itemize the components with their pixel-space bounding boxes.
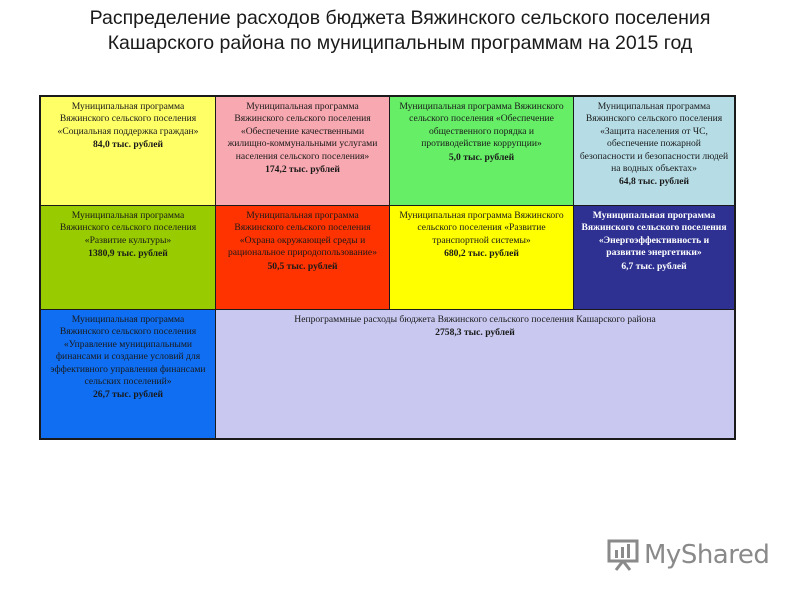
non-program-expenses-cell: [216, 310, 734, 438]
program-cell-energy-efficiency: [574, 206, 734, 309]
program-amount: 5,0 тыс. рублей: [448, 151, 515, 163]
program-name: Муниципальная программа Вяжинского сельского поселения «Социальная поддержка граждан»: [57, 101, 199, 137]
program-amount: 680,2 тыс. рублей: [444, 248, 519, 260]
program-amount: 2758,3 тыс. рублей: [435, 327, 515, 339]
budget-table: [39, 95, 736, 440]
program-name: Муниципальная программа Вяжинского сельского поселения «Защита населения от ЧС, обеспечение пожарной безопасности и безопасности людей на водных объектах»: [579, 101, 729, 175]
presentation-board-icon: [606, 538, 640, 572]
program-name: Непрограммные расходы бюджета Вяжинского сельского поселения Кашарского района: [294, 314, 656, 325]
program-cell-environment: [216, 206, 389, 309]
page-title: Распределение расходов бюджета Вяжинского сельского поселения Кашарского района по муниципальным программам на 2015 год: [89, 7, 711, 54]
logo-text: MyShared: [644, 540, 770, 570]
program-cell-public-order: [390, 97, 573, 205]
program-cell-culture: [41, 206, 215, 309]
program-cell-emergency-protection: [574, 97, 734, 205]
program-cell-housing-utilities: [216, 97, 389, 205]
program-name: Муниципальная программа Вяжинского сельского поселения «Управление муниципальными финансами и создание условий для эффективного управления финансами сельских поселений»: [50, 314, 206, 388]
program-name: Муниципальная программа Вяжинского сельского поселения «Энергоэффективность и развитие энергетики»: [581, 210, 727, 259]
program-amount: 26,7 тыс. рублей: [92, 389, 164, 401]
program-amount: 84,0 тыс. рублей: [92, 139, 164, 151]
program-name: Муниципальная программа Вяжинского сельского поселения «Обеспечение общественного порядка и противодействие коррупции»: [399, 101, 564, 150]
program-amount: 1380,9 тыс. рублей: [88, 248, 168, 260]
program-cell-finance-management: [41, 310, 215, 438]
program-amount: 50,5 тыс. рублей: [267, 260, 338, 272]
program-cell-social-support: [41, 97, 215, 205]
program-amount: 6,7 тыс. рублей: [621, 260, 687, 272]
program-name: Муниципальная программа Вяжинского сельского поселения «Охрана окружающей среды и рациональное природопользование»: [227, 210, 377, 259]
program-amount: 64,8 тыс. рублей: [618, 176, 690, 188]
program-name: Муниципальная программа Вяжинского сельского поселения «Развитие культуры»: [59, 210, 197, 246]
program-amount: 174,2 тыс. рублей: [265, 164, 340, 176]
watermark-logo[interactable]: [606, 538, 769, 572]
program-name: Муниципальная программа Вяжинского сельского поселения «Обеспечение качественными жилищно-коммунальными услугами населения сельского поселения»: [227, 101, 378, 162]
program-cell-transport: [390, 206, 573, 309]
program-name: Муниципальная программа Вяжинского сельского поселения «Развитие транспортной системы»: [399, 210, 564, 246]
